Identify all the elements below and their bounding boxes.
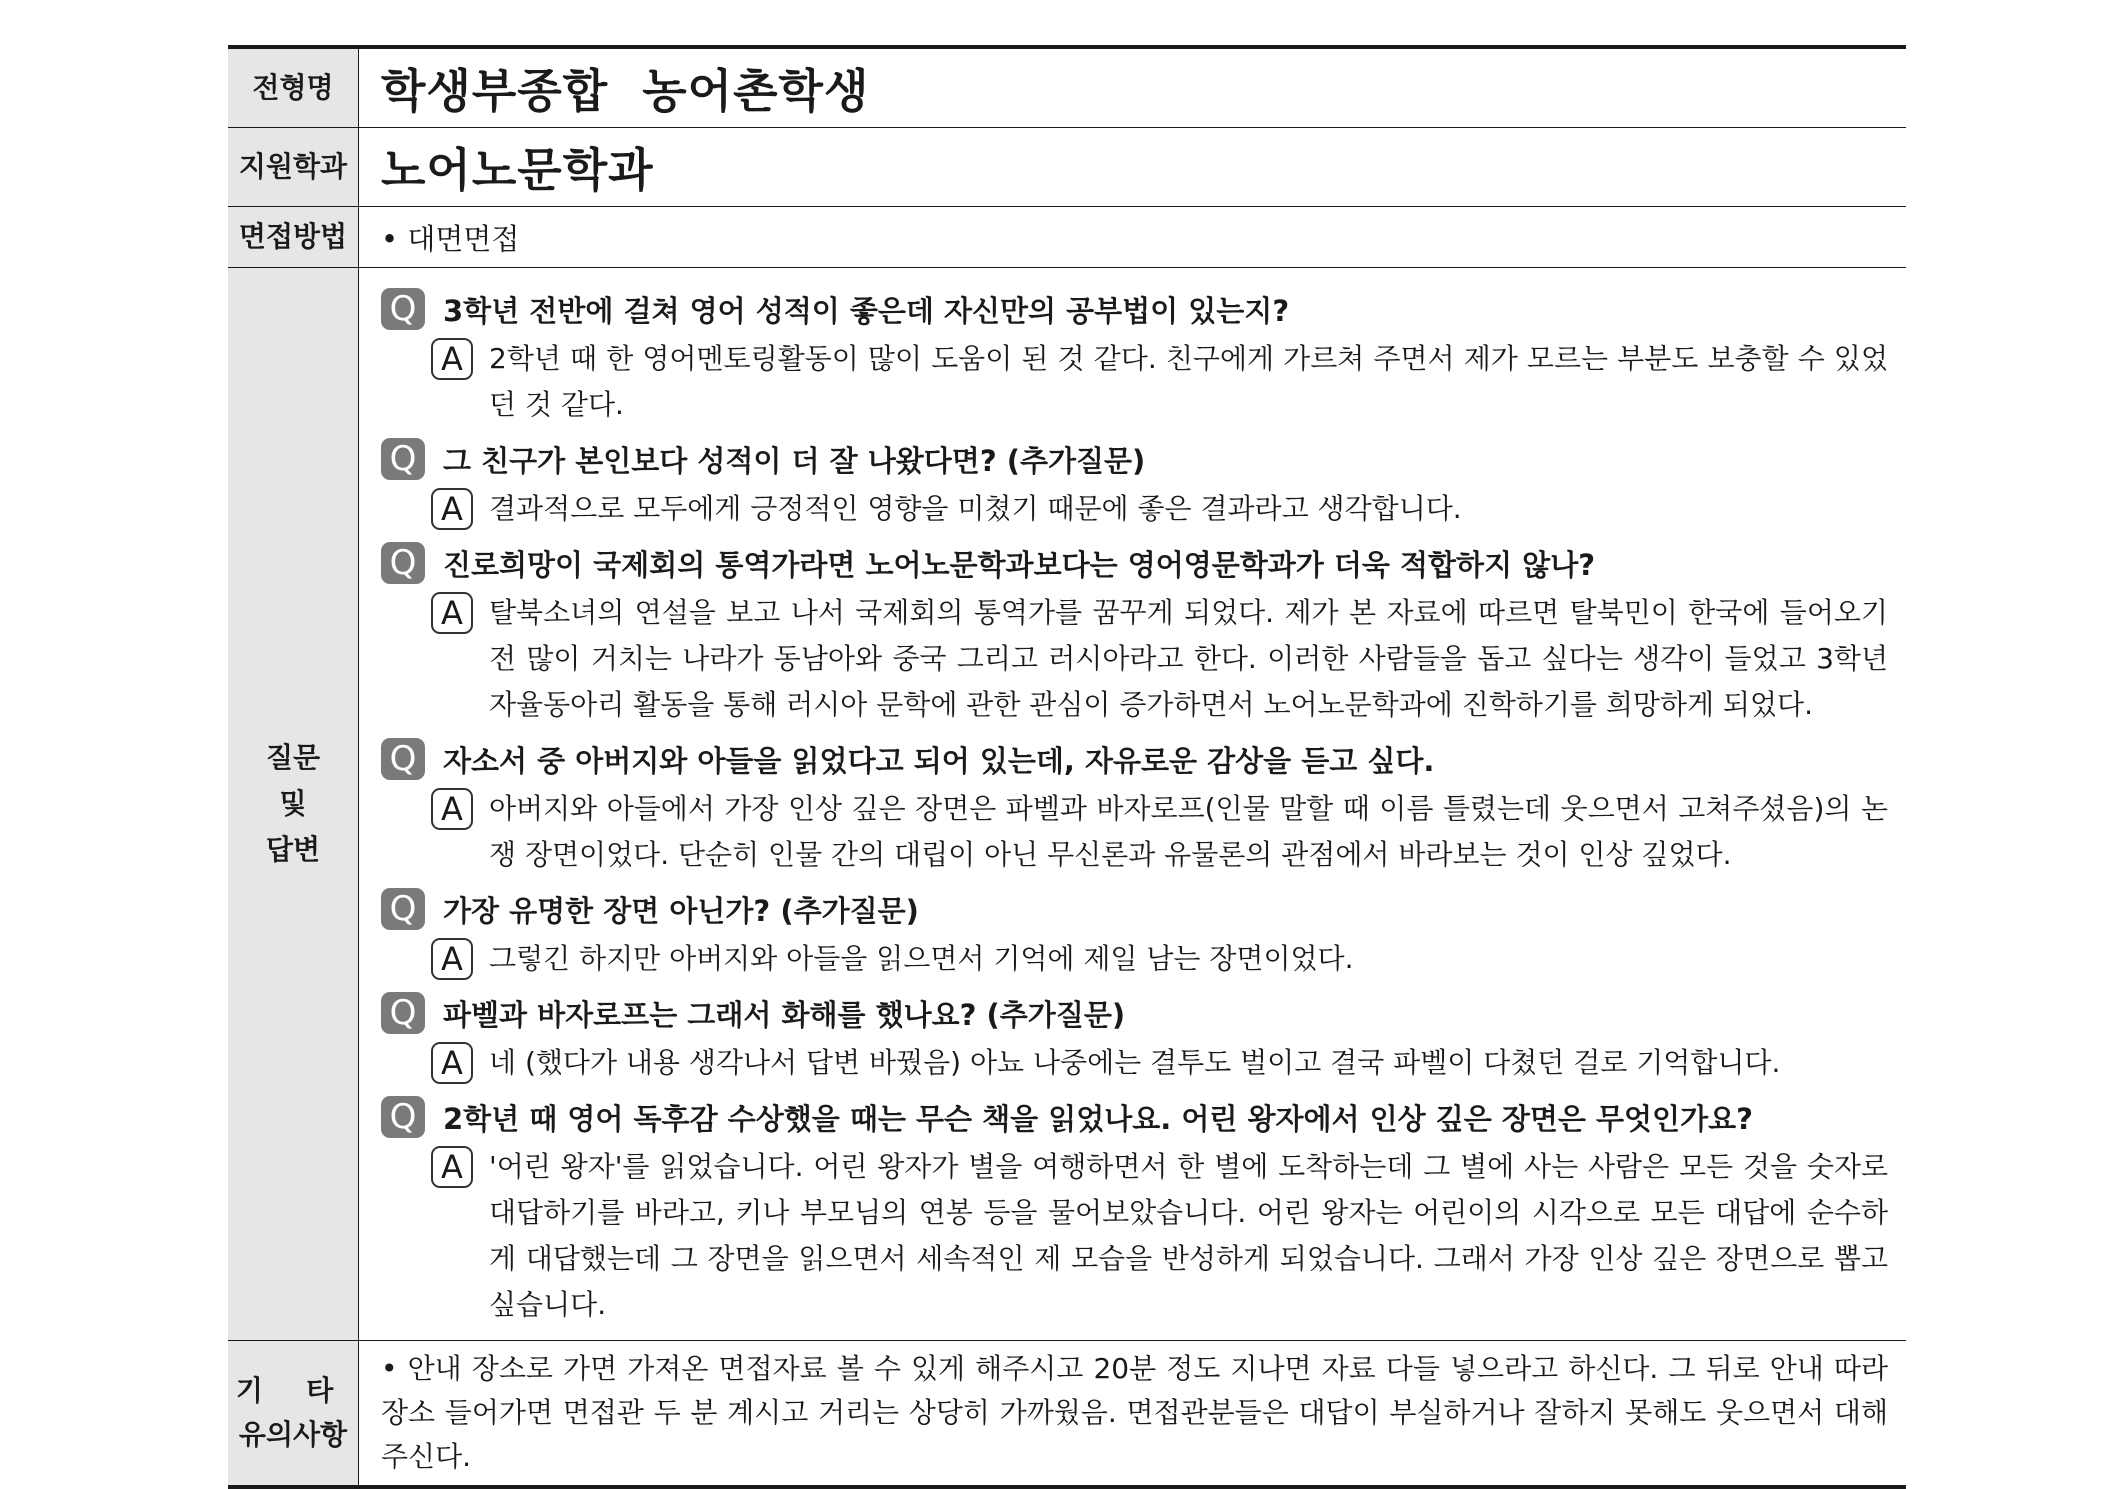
a-marker-icon: A — [431, 592, 473, 634]
question-text: 그 친구가 본인보다 성적이 더 잘 나왔다면? (추가질문) — [443, 443, 1146, 478]
admission-type-row — [228, 49, 1906, 128]
question-text: 3학년 전반에 걸쳐 영어 성적이 좋은데 자신만의 공부법이 있는지? — [443, 293, 1290, 328]
answer-item — [381, 486, 1888, 532]
answer-item — [381, 1144, 1888, 1328]
answer-item — [381, 590, 1888, 728]
question-text: 진로희망이 국제회의 통역가라면 노어노문학과보다는 영어영문학과가 더욱 적합하지 않나? — [443, 547, 1596, 582]
question-text: 파벨과 바자로프는 그래서 화해를 했나요? (추가질문) — [443, 997, 1126, 1032]
answer-item — [381, 936, 1888, 982]
qa-label-line: 답변 — [265, 833, 321, 866]
q-marker-icon: Q — [381, 1096, 425, 1138]
question-item — [381, 1090, 1888, 1144]
question-item — [381, 882, 1888, 936]
notes-label-line: 유의사항 — [238, 1418, 348, 1451]
q-marker-icon: Q — [381, 288, 425, 330]
answer-text: 탈북소녀의 연설을 보고 나서 국제회의 통역가를 꿈꾸게 되었다. 제가 본 자료에 따르면 탈북민이 한국에 들어오기 전 많이 거치는 나라가 동남아와 중국 그리고 러시아라고 한다. 이러한 사람들을 돕고 싶다는 생각이 들었고 3학년 자율동아리 활동을 통해 러시아 문학에 관한 관심이 증가하면서 노어노문학과에 진학하기를 희망하게 되었다. — [489, 596, 1888, 721]
answer-text: 네 (했다가 내용 생각나서 답변 바꿨음) 아뇨 나중에는 결투도 벌이고 결국 파벨이 다쳤던 걸로 기억합니다. — [489, 1046, 1781, 1079]
qa-list — [359, 268, 1906, 1340]
qa-label-line: 질문 — [265, 741, 321, 774]
question-item — [381, 432, 1888, 486]
admission-type-label: 전형명 — [228, 49, 359, 127]
notes-text: • 안내 장소로 가면 가져온 면접자료 볼 수 있게 해주시고 20분 정도 지나면 자료 다들 넣으라고 하신다. 그 뒤로 안내 따라 장소 들어가면 면접관 두 분 계시고 거리는 상당히 가까웠음. 면접관분들은 대답이 부실하거나 잘하지 못해도 웃으면서 대해 주신다. — [381, 1352, 1889, 1473]
answer-text: 2학년 때 한 영어멘토링활동이 많이 도움이 된 것 같다. 친구에게 가르쳐 주면서 제가 모르는 부분도 보충할 수 있었던 것 같다. — [489, 342, 1888, 421]
question-item — [381, 732, 1888, 786]
a-marker-icon: A — [431, 938, 473, 980]
a-marker-icon: A — [431, 1042, 473, 1084]
question-item — [381, 536, 1888, 590]
question-text: 자소서 중 아버지와 아들을 읽었다고 되어 있는데, 자유로운 감상을 듣고 싶다. — [443, 743, 1435, 778]
answer-item — [381, 336, 1888, 428]
q-marker-icon: Q — [381, 542, 425, 584]
qa-row — [228, 268, 1906, 1341]
answer-text: 결과적으로 모두에게 긍정적인 영향을 미쳤기 때문에 좋은 결과라고 생각합니다. — [489, 492, 1462, 525]
q-marker-icon: Q — [381, 738, 425, 780]
admission-type-value: 학생부종합 농어촌학생 — [381, 64, 870, 118]
a-marker-icon: A — [431, 488, 473, 530]
interview-method-row — [228, 207, 1906, 268]
notes-label-line: 기 타 — [235, 1374, 351, 1407]
q-marker-icon: Q — [381, 992, 425, 1034]
answer-item — [381, 1040, 1888, 1086]
answer-item — [381, 786, 1888, 878]
q-marker-icon: Q — [381, 438, 425, 480]
interview-record-table — [228, 45, 1906, 1489]
department-value: 노어노문학과 — [381, 143, 654, 197]
department-label: 지원학과 — [228, 128, 359, 206]
q-marker-icon: Q — [381, 888, 425, 930]
a-marker-icon: A — [431, 1146, 473, 1188]
a-marker-icon: A — [431, 338, 473, 380]
answer-text: '어린 왕자'를 읽었습니다. 어린 왕자가 별을 여행하면서 한 별에 도착하는데 그 별에 사는 사람은 모든 것을 숫자로 대답하기를 바라고, 키나 부모님의 연봉 등을 물어보았습니다. 어린 왕자는 어린이의 시각으로 모든 대답에 순수하게 대답했는데 그 장면을 읽으면서 세속적인 제 모습을 반성하게 되었습니다. 그래서 가장 인상 깊은 장면으로 뽑고 싶습니다. — [489, 1150, 1888, 1321]
notes-row — [228, 1341, 1906, 1485]
interview-method-label: 면접방법 — [228, 207, 359, 267]
question-text: 가장 유명한 장면 아닌가? (추가질문) — [443, 893, 919, 928]
question-item — [381, 282, 1888, 336]
a-marker-icon: A — [431, 788, 473, 830]
answer-text: 그렇긴 하지만 아버지와 아들을 읽으면서 기억에 제일 남는 장면이었다. — [489, 942, 1354, 975]
answer-text: 아버지와 아들에서 가장 인상 깊은 장면은 파벨과 바자로프(인물 말할 때 이름 틀렸는데 웃으면서 고쳐주셨음)의 논쟁 장면이었다. 단순히 인물 간의 대립이 아닌 무신론과 유물론의 관점에서 바라보는 것이 인상 깊었다. — [489, 792, 1888, 871]
qa-label-line: 및 — [279, 787, 307, 820]
interview-method-value: • 대면면접 — [381, 221, 520, 256]
notes-label — [228, 1341, 359, 1485]
qa-label — [228, 268, 359, 1340]
question-item — [381, 986, 1888, 1040]
department-row — [228, 128, 1906, 207]
question-text: 2학년 때 영어 독후감 수상했을 때는 무슨 책을 읽었나요. 어린 왕자에서 인상 깊은 장면은 무엇인가요? — [443, 1101, 1753, 1136]
